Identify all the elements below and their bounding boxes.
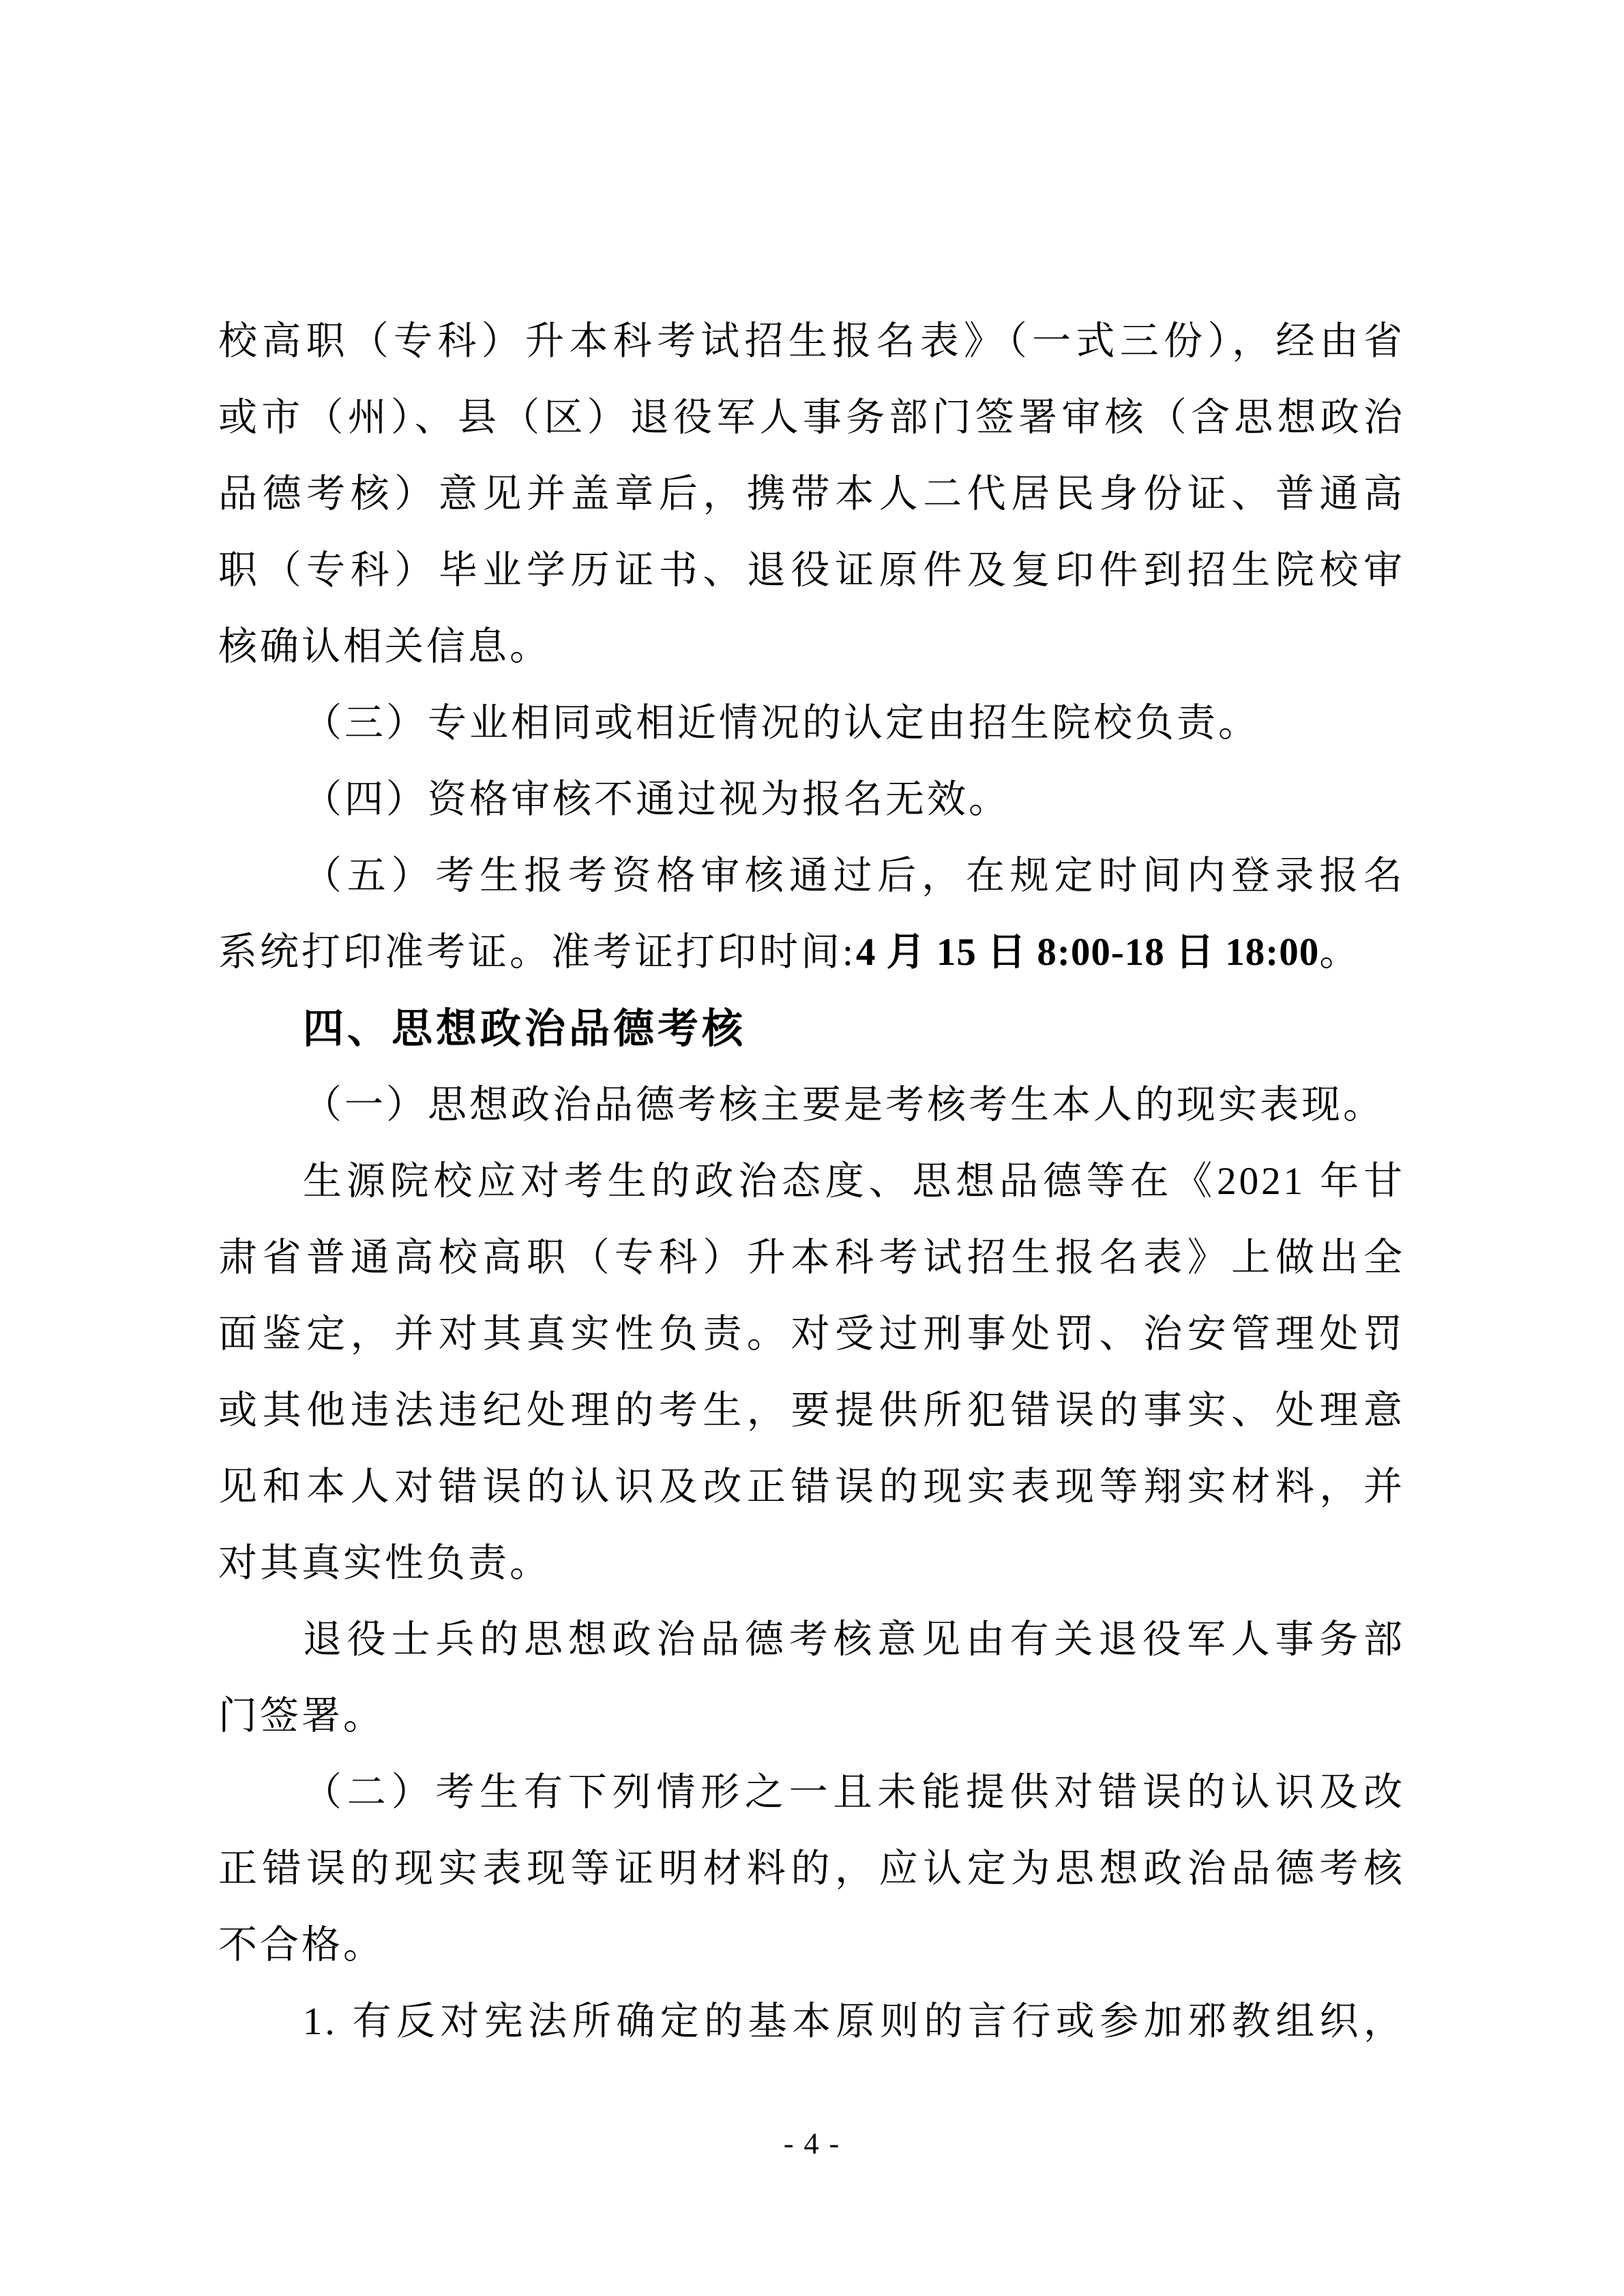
text-line (218, 1144, 1405, 1220)
text-line (218, 1525, 1405, 1602)
text-line (218, 1220, 1405, 1296)
text-segment: 1. 有反对宪法所确定的基本原则的言行或参加邪教组织， (303, 2000, 1405, 2043)
text-line (218, 685, 1405, 762)
text-segment: 或其他违法违纪处理的考生，要提供所犯错误的事实、处理意 (218, 1389, 1405, 1432)
text-line (218, 1449, 1405, 1525)
text-line (218, 1831, 1405, 1907)
text-segment: 肃省普通高校高职（专科）升本科考试招生报名表》上做出全 (218, 1236, 1405, 1279)
text-line (218, 1067, 1405, 1144)
text-segment: 。 (1319, 931, 1361, 974)
bold-text-segment: 4 月 15 日 8:00-18 日 18:00 (855, 931, 1320, 974)
text-line (218, 1678, 1405, 1755)
section-heading (218, 991, 1405, 1067)
document-body (218, 303, 1405, 2060)
text-line (218, 914, 1405, 991)
text-line (218, 609, 1405, 685)
text-segment: 面鉴定，并对其真实性负责。对受过刑事处罚、治安管理处罚 (218, 1313, 1405, 1356)
text-line (218, 303, 1405, 380)
text-line (218, 762, 1405, 838)
text-line (218, 380, 1405, 456)
text-segment: （二）考生有下列情形之一且未能提供对错误的认识及改 (303, 1771, 1405, 1814)
text-line (218, 1984, 1405, 2060)
text-line (218, 456, 1405, 533)
text-segment: 门签署。 (218, 1695, 385, 1738)
text-segment: （三）专业相同或相近情况的认定由招生院校负责。 (303, 702, 1260, 745)
text-line (218, 838, 1405, 914)
text-segment: 系统打印准考证。准考证打印时间: (218, 931, 856, 974)
text-segment: 不合格。 (218, 1924, 385, 1967)
text-segment: 退役士兵的思想政治品德考核意见由有关退役军人事务部 (303, 1618, 1405, 1661)
text-segment: （四）资格审核不通过视为报名无效。 (303, 778, 1010, 821)
text-segment: 对其真实性负责。 (218, 1542, 551, 1585)
page-number: - 4 - (783, 2127, 841, 2160)
text-segment: 见和本人对错误的认识及改正错误的现实表现等翔实材料，并 (218, 1465, 1405, 1508)
text-segment: （五）考生报考资格审核通过后，在规定时间内登录报名 (303, 854, 1405, 897)
text-line (218, 1755, 1405, 1831)
text-line (218, 1602, 1405, 1678)
text-segment: 四、思想政治品德考核 (303, 1006, 746, 1052)
text-segment: 正错误的现实表现等证明材料的，应认定为思想政治品德考核 (218, 1847, 1405, 1890)
text-segment: 职（专科）毕业学历证书、退役证原件及复印件到招生院校审 (218, 549, 1405, 592)
text-line (218, 533, 1405, 609)
text-segment: （一）思想政治品德考核主要是考核考生本人的现实表现。 (303, 1084, 1385, 1127)
text-segment: 核确认相关信息。 (218, 625, 551, 668)
text-segment: 或市（州）、县（区）退役军人事务部门签署审核（含思想政治 (218, 396, 1405, 439)
text-segment: 品德考核）意见并盖章后，携带本人二代居民身份证、普通高 (218, 473, 1405, 516)
text-line (218, 1907, 1405, 1984)
text-line (218, 1373, 1405, 1449)
text-segment: 校高职（专科）升本科考试招生报名表》（一式三份），经由省 (218, 320, 1405, 363)
text-segment: 生源院校应对考生的政治态度、思想品德等在《2021 年甘 (303, 1160, 1405, 1203)
text-line (218, 1296, 1405, 1373)
